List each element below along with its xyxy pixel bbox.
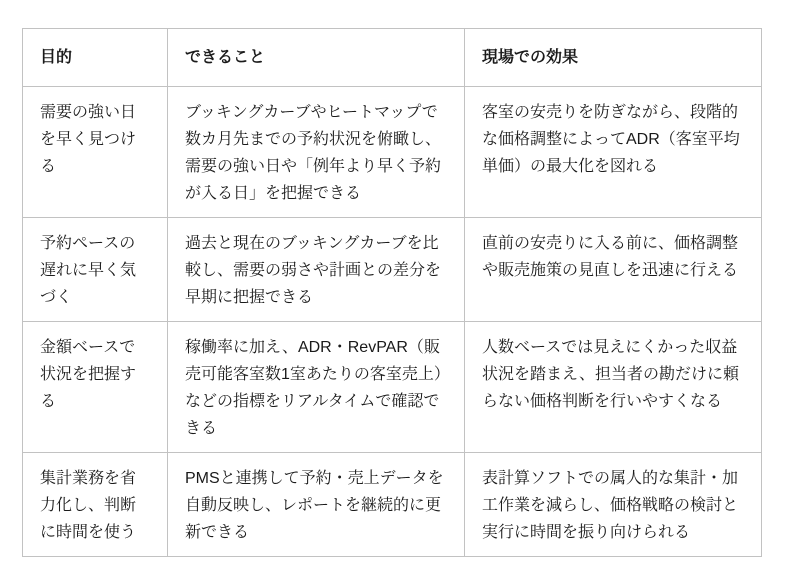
table-row [23, 453, 762, 557]
column-header-capability: できること [168, 29, 465, 87]
cell-effect: 表計算ソフトでの属人的な集計・加工作業を減らし、価格戦略の検討と実行に時間を振り向けられる [465, 453, 762, 557]
cell-purpose: 需要の強い日を早く見つける [23, 87, 168, 218]
table-row [23, 218, 762, 322]
cell-capability: PMSと連携して予約・売上データを自動反映し、レポートを継続的に更新できる [168, 453, 465, 557]
column-header-effect: 現場での効果 [465, 29, 762, 87]
table-row [23, 322, 762, 453]
cell-purpose: 金額ベースで状況を把握する [23, 322, 168, 453]
cell-capability: 過去と現在のブッキングカーブを比較し、需要の弱さや計画との差分を早期に把握できる [168, 218, 465, 322]
header-row [23, 29, 762, 87]
table-row [23, 87, 762, 218]
column-header-purpose: 目的 [23, 29, 168, 87]
cell-purpose: 予約ペースの遅れに早く気づく [23, 218, 168, 322]
cell-capability: 稼働率に加え、ADR・RevPAR（販売可能客室数1室あたりの客室売上）などの指標をリアルタイムで確認できる [168, 322, 465, 453]
cell-purpose: 集計業務を省力化し、判断に時間を使う [23, 453, 168, 557]
revenue-management-table [22, 28, 762, 557]
cell-effect: 客室の安売りを防ぎながら、段階的な価格調整によってADR（客室平均単価）の最大化を図れる [465, 87, 762, 218]
cell-effect: 直前の安売りに入る前に、価格調整や販売施策の見直しを迅速に行える [465, 218, 762, 322]
cell-effect: 人数ベースでは見えにくかった収益状況を踏まえ、担当者の勘だけに頼らない価格判断を行いやすくなる [465, 322, 762, 453]
cell-capability: ブッキングカーブやヒートマップで数カ月先までの予約状況を俯瞰し、需要の強い日や「例年より早く予約が入る日」を把握できる [168, 87, 465, 218]
table-container [22, 28, 762, 557]
